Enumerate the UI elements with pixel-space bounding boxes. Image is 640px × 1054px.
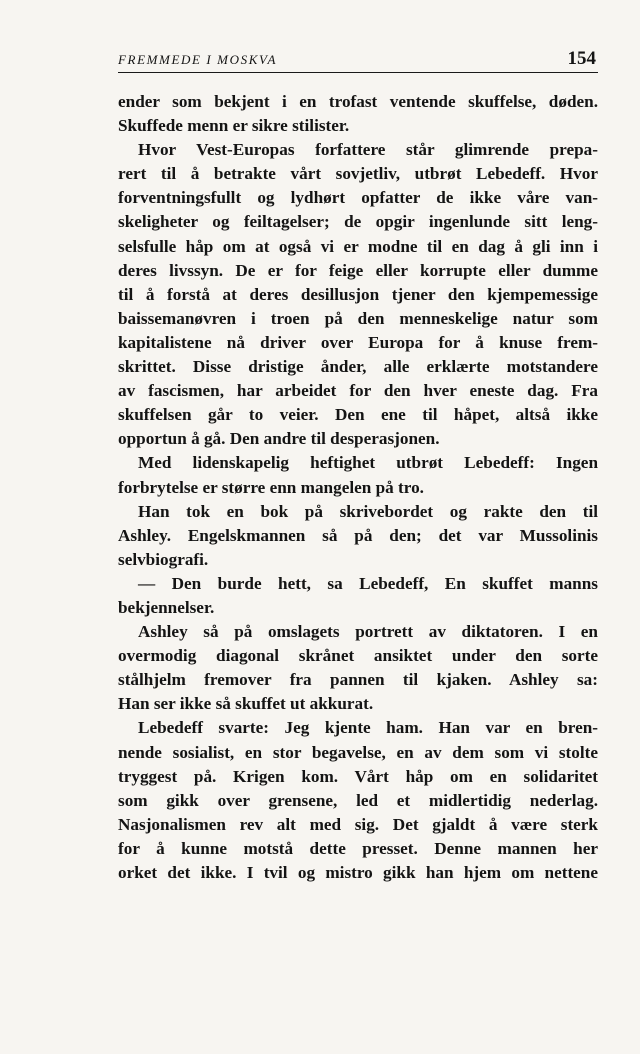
text-line: skuffelsen går to veier. Den ene til håpet, altså ikke [118, 405, 598, 425]
text-line: tryggest på. Krigen kom. Vårt håp om en solidaritet [118, 766, 598, 786]
text-line: deres livssyn. De er for feige eller korrupte eller dumme [118, 260, 598, 280]
text-line: som gikk over grensene, led et midlertidig nederlag. [118, 790, 598, 810]
text-line: selvbiografi. [118, 549, 209, 569]
text-line: selsfulle håp om at også vi er modne til en dag å gli inn i [118, 236, 598, 256]
text-line: Lebedeff svarte: Jeg kjente ham. Han var en bren- [138, 718, 598, 738]
text-line: kapitalistene nå driver over Europa for å knuse frem- [118, 332, 598, 352]
text-line: Ashley. Engelskmannen så på den; det var Mussolinis [118, 525, 598, 545]
text-line: nende sosialist, en stor begavelse, en av dem som vi stolte [118, 742, 598, 762]
text-line: baissemanøvren i troen på den menneskelige natur som [118, 308, 598, 328]
text-line: Med lidenskapelig heftighet utbrøt Lebedeff: Ingen [138, 453, 598, 473]
text-line: opportun å gå. Den andre til desperasjonen. [118, 429, 440, 449]
text-line: Han ser ikke så skuffet ut akkurat. [118, 694, 374, 714]
text-line: av fascismen, har arbeidet for den hver eneste dag. Fra [118, 381, 598, 401]
text-line: stålhjelm fremover fra pannen til kjaken. Ashley sa: [118, 670, 598, 690]
text-line: Skuffede menn er sikre stilister. [118, 116, 350, 136]
running-title: FREMMEDE I MOSKVA [118, 52, 278, 67]
text-line: Hvor Vest-Europas forfattere står glimrende prepa- [138, 140, 598, 160]
page-header [118, 50, 598, 72]
header-rule [118, 72, 598, 73]
text-line: Ashley så på omslagets portrett av diktatoren. I en [138, 622, 598, 642]
text-line: forventningsfullt og lydhørt opfatter de ikke våre van- [118, 188, 598, 208]
text-line: til å forstå at deres desillusjon tjener den kjempemessige [118, 284, 598, 304]
text-line: overmodig diagonal skrånet ansiktet under den sorte [118, 646, 598, 666]
text-line: for å kunne motstå dette presset. Denne mannen her [118, 838, 598, 858]
text-line: — Den burde hett, sa Lebedeff, En skuffet manns [138, 573, 598, 593]
page-number: 154 [567, 48, 596, 69]
text-line: orket det ikke. I tvil og mistro gikk han hjem om nettene [118, 863, 598, 882]
text-line: Nasjonalismen rev alt med sig. Det gjaldt å være sterk [118, 814, 598, 834]
text-line: ender som bekjent i en trofast ventende skuffelse, døden. [118, 92, 598, 111]
text-line: rert til å betrakte vårt sovjetliv, utbrøt Lebedeff. Hvor [118, 164, 598, 184]
text-line: Han tok en bok på skrivebordet og rakte den til [138, 501, 598, 521]
text-line: skrittet. Disse dristige ånder, alle erklærte motstandere [118, 357, 598, 377]
text-line: forbrytelse er større enn mangelen på tro. [118, 477, 424, 497]
body-text [118, 90, 598, 885]
text-line: bekjennelser. [118, 597, 215, 617]
text-line: skeligheter og feiltagelser; de opgir ingenlunde sitt leng- [118, 212, 598, 232]
